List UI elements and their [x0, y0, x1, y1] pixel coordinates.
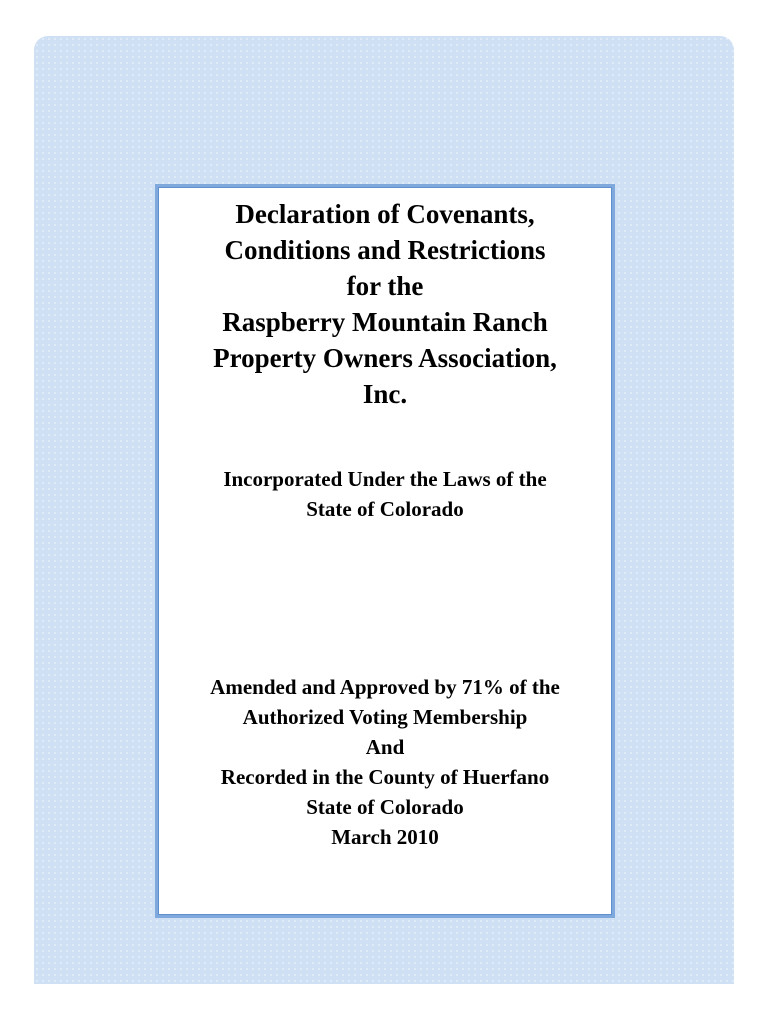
incorporation-statement: [159, 464, 611, 524]
amendment-line-1: Amended and Approved by 71% of the: [210, 675, 560, 699]
incorporation-line-1: Incorporated Under the Laws of the: [223, 467, 547, 491]
amendment-line-4: Recorded in the County of Huerfano: [220, 765, 550, 789]
title-line-6: Inc.: [362, 379, 408, 409]
title-line-3: for the: [346, 271, 424, 301]
amendment-line-2: Authorized Voting Membership: [242, 705, 528, 729]
document-title: [159, 196, 611, 412]
amendment-line-3: And: [365, 735, 405, 759]
title-line-4: Raspberry Mountain Ranch: [222, 307, 548, 337]
title-frame: [155, 184, 615, 918]
title-line-1: Declaration of Covenants,: [235, 199, 535, 229]
amendment-line-5: State of Colorado: [306, 795, 464, 819]
title-line-5: Property Owners Association,: [213, 343, 557, 373]
amendment-statement: [159, 672, 611, 852]
amendment-line-6: March 2010: [331, 825, 439, 849]
incorporation-line-2: State of Colorado: [306, 497, 464, 521]
title-frame-content: [159, 188, 611, 914]
title-line-2: Conditions and Restrictions: [224, 235, 546, 265]
